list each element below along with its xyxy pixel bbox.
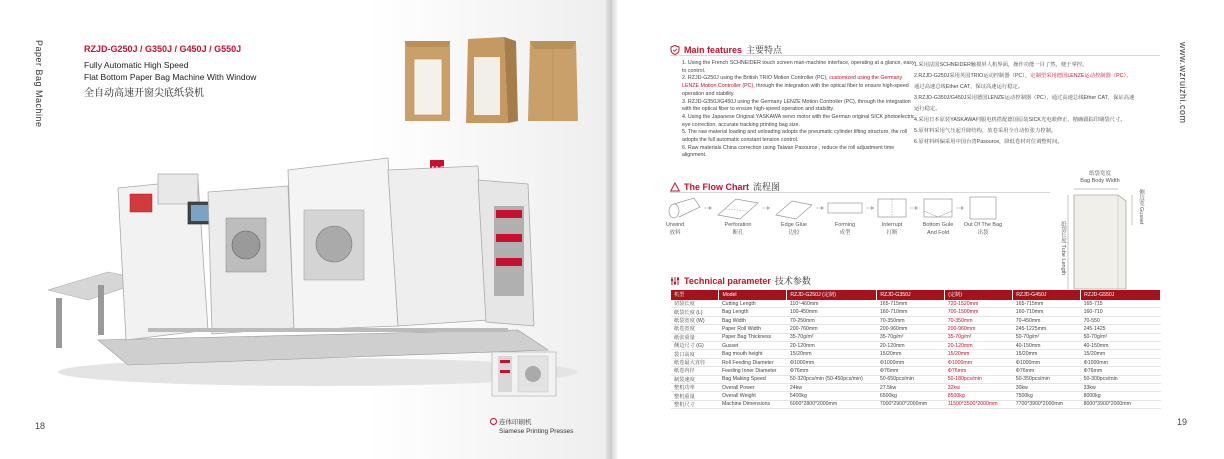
feature-item-en: 5. The raw material loading and unloading adopts the pneumatic cylinder lifting structure, the roll adopts the full automatic constant tension control. — [682, 129, 908, 144]
table-cell: 纸卷宽度 — [671, 325, 719, 333]
table-cell: Φ76mm — [1013, 367, 1081, 375]
forming-icon — [828, 203, 862, 213]
bag-outline-graphic — [1060, 185, 1140, 295]
table-row — [671, 325, 1161, 333]
main-features-heading: Main features 主要特点 — [670, 43, 782, 56]
features-list-en — [682, 60, 918, 160]
table-cell: Bag Length — [719, 308, 787, 316]
table-cell: 15/20mm — [945, 350, 1013, 358]
table-cell: 纸袋长度 (L) — [671, 308, 719, 316]
feature-item-en: 3. RZJD-G350J/G450J using the Germany LENZE Motion Controller (PC), through the integration with the optical fiber to ensure high-speed operation and stability. — [682, 98, 911, 113]
table-header-cell: RZJD-G350J — [877, 290, 945, 300]
table-cell: Feeding Inner Diameter — [719, 367, 787, 375]
feature-item-cn: 6.原材料纠偏采用中国台湾Pasource，降低卷材对位调整时间。 — [914, 139, 1063, 145]
table-cell: 15/20mm — [1013, 350, 1081, 358]
table-row — [671, 333, 1161, 341]
table-cell: 7700*3900*2000mm — [1013, 400, 1081, 408]
table-row — [671, 392, 1161, 400]
table-cell: Φ76mm — [945, 367, 1013, 375]
table-cell: 袋口高度 — [671, 350, 719, 358]
feature-item-en: 1. Using the French SCHNEIDER touch screen man-machine interface, operating at a glance, easy to control. — [682, 60, 915, 74]
table-cell: Overall Weight — [719, 392, 787, 400]
table-cell: 整机功率 — [671, 384, 719, 392]
table-cell: Overall Power — [719, 384, 787, 392]
table-cell: 160-710mm — [1013, 308, 1081, 316]
feature-item-cn: 通过高速总线Ether CAT，保证高速运行稳定。 — [914, 84, 1024, 90]
table-cell: Φ76mm — [877, 367, 945, 375]
features-list-cn — [914, 60, 1154, 148]
table-cell: 6500kg — [877, 392, 945, 400]
bag-dimension-diagram — [1060, 171, 1144, 291]
feature-item-cn: 1.采用法国SCHNEIDER触摸屏人机界面，操作功能一目了然，便于掌控。 — [914, 62, 1088, 68]
table-header-cell: 机型 — [671, 290, 719, 300]
window-bag-angled — [466, 37, 518, 123]
table-header-cell: RZJD-G450J — [1013, 290, 1081, 300]
table-cell: Φ76mm — [1081, 367, 1161, 375]
window-bag-front — [405, 41, 450, 121]
feature-item-cn: 2.RZJD-G250J采用英国TRIO运动控制器（PC），定制型采用德国LENZE运动控制器（PC）， — [914, 73, 1132, 79]
table-cell: 侧边尺寸 (G) — [671, 342, 719, 350]
table-cell: Φ76mm — [787, 367, 877, 375]
table-cell: 5400kg — [787, 392, 877, 400]
product-name-cn: 全自动高速开窗尖底纸袋机 — [84, 88, 204, 99]
table-row — [671, 400, 1161, 408]
table-cell: 纸卷最大直径 — [671, 358, 719, 366]
table-cell: 200-960mm — [877, 325, 945, 333]
table-cell: 110~460mm — [787, 300, 877, 308]
table-cell: 165-715mm — [877, 300, 945, 308]
table-cell: 制袋速度 — [671, 375, 719, 383]
table-cell: 20-120mm — [787, 342, 877, 350]
table-header-cell: RZJD-G250J (定制) — [787, 290, 877, 300]
table-row — [671, 308, 1161, 316]
table-cell: 165-715 — [1081, 300, 1161, 308]
table-cell: 160-710 — [1081, 308, 1161, 316]
flow-step-out-of-bag: Out Of The Bag 出袋 — [963, 222, 1003, 236]
table-header-cell: Model — [719, 290, 787, 300]
table-cell: 7500kg — [1013, 392, 1081, 400]
table-cell: Machine Dimensions — [719, 400, 787, 408]
unwind-roll-icon — [669, 198, 700, 218]
side-title-right: www.wzruizhi.com — [1178, 42, 1188, 124]
shield-icon — [670, 45, 680, 55]
tech-param-table — [671, 290, 1161, 409]
diagram-label-length: 纸袋长度 Tube Length — [1060, 221, 1066, 276]
table-cell: 70-550 — [1081, 316, 1161, 324]
table-cell: 15/20mm — [1081, 350, 1161, 358]
table-cell: Φ1000mm — [877, 358, 945, 366]
table-cell: 100-450mm — [787, 308, 877, 316]
table-cell: Bag Making Speed — [719, 375, 787, 383]
flow-chart-graphic — [666, 195, 1056, 221]
table-cell: 24kw — [787, 384, 877, 392]
product-name-en-line1: Fully Automatic High Speed — [84, 60, 189, 70]
table-cell: 15/20mm — [787, 350, 877, 358]
table-cell: 70-350mm — [877, 316, 945, 324]
table-cell: 70-450mm — [1013, 316, 1081, 324]
table-cell: 35-70g/m² — [877, 333, 945, 341]
flow-chart — [666, 195, 1056, 245]
page-number-right: 19 — [1177, 417, 1188, 427]
side-title-left: Paper Bag Machine — [34, 40, 44, 128]
table-cell: 200-960mm — [945, 325, 1013, 333]
page-fold — [606, 0, 618, 459]
table-cell: 50-180pcs/min — [945, 375, 1013, 383]
table-cell: 35-70g/m² — [945, 333, 1013, 341]
table-row — [671, 367, 1161, 375]
out-bag-icon — [970, 197, 996, 219]
table-cell: 30kw — [1013, 384, 1081, 392]
table-row — [671, 316, 1161, 324]
flow-step-bottom-glue: Bottom Gule And Fold — [922, 222, 954, 236]
table-cell: 70-250mm — [787, 316, 877, 324]
table-cell: 纸张重量 — [671, 333, 719, 341]
table-cell: Φ1000mm — [945, 358, 1013, 366]
table-cell: 700-1500mm — [945, 308, 1013, 316]
table-cell: 整机重量 — [671, 392, 719, 400]
table-cell: 切袋长度 — [671, 300, 719, 308]
feature-item-cn: 4.采用日本原装YASKAWA伺服电机搭配德国原装SICK光电眼修正，精确跟踪印刷袋尺寸。 — [914, 117, 1126, 123]
printing-press-caption: 连体印刷机 Siamese Printing Presses — [490, 418, 573, 436]
table-cell: Φ1000mm — [1013, 358, 1081, 366]
table-row — [671, 300, 1161, 308]
perforation-icon — [718, 199, 758, 219]
feature-item-cn: 5.原材料采用气压起升降结构，放卷采用全自动恒张力控制。 — [914, 128, 1057, 134]
table-cell: 8000kg — [1081, 392, 1161, 400]
tech-param-heading: Technical parameter 技术参数 — [670, 274, 811, 287]
table-cell: 40-150mm — [1081, 342, 1161, 350]
feature-item-en: 4. Using the Japanese Original YASKAWA servo motor with the German original SICK photoelectric eye correction, accurate tracking printing bag size. — [682, 113, 915, 128]
table-cell: 20-120mm — [877, 342, 945, 350]
table-cell: 50-300pcs/min — [1081, 375, 1161, 383]
table-cell: 40-150mm — [1013, 342, 1081, 350]
flow-chart-heading: The Flow Chart 流程图 — [670, 180, 780, 193]
flow-step-edge-glue: Edge Glue 边胶 — [781, 222, 807, 236]
plain-bag — [528, 41, 578, 121]
table-row — [671, 375, 1161, 383]
table-cell: 11500*3500*2000mm — [945, 400, 1013, 408]
table-cell: Roll Feeding Diameter — [719, 358, 787, 366]
table-cell: 200-760mm — [787, 325, 877, 333]
table-cell: 15/20mm — [877, 350, 945, 358]
product-name-en-line2: Flat Bottom Paper Bag Machine With Window — [84, 72, 257, 82]
feature-item-en: 2. RZJD-G250J using the British TRIO Motion Controller (PC), customized using the Germany LENZE Motion Controller (PC), through the integration with the optical fiber to ensure high-speed operation and stability. — [682, 75, 909, 97]
feature-item-cn: 运行稳定。 — [914, 106, 941, 112]
flow-chart-rule — [670, 192, 1050, 193]
table-row — [671, 384, 1161, 392]
table-header-cell: RZJD-G550J — [1081, 290, 1161, 300]
table-cell: Φ1000mm — [787, 358, 877, 366]
table-cell: 70-350mm — [945, 316, 1013, 324]
table-cell: 720-1520mm — [945, 300, 1013, 308]
table-row — [671, 358, 1161, 366]
table-cell: 整机尺寸 — [671, 400, 719, 408]
kraft-bag-images — [400, 35, 585, 125]
table-cell: 160-710mm — [877, 308, 945, 316]
bottom-fold-icon — [924, 199, 952, 217]
table-cell: 245-1225mm — [1013, 325, 1081, 333]
sliders-icon — [670, 276, 680, 286]
table-cell: 27.5kw — [877, 384, 945, 392]
table-cell: 50-70g/m² — [1013, 333, 1081, 341]
table-row — [671, 342, 1161, 350]
table-header-row — [671, 290, 1161, 300]
table-cell: Paper Roll Width — [719, 325, 787, 333]
interrupt-icon — [878, 199, 906, 217]
feature-item-cn: 3.RZJD-G350J/G450J采用德国LENZE运动控制器（PC），通过高速总线Ether CAT，保证高速 — [914, 95, 1135, 101]
table-cell: 纸卷内径 — [671, 367, 719, 375]
table-cell: 50-70g/m² — [1081, 333, 1161, 341]
table-cell: 50-320pcs/min (50-450pcs/min) — [787, 375, 877, 383]
flow-step-forming: Forming 成型 — [834, 222, 856, 236]
table-cell: Bag mouth height — [719, 350, 787, 358]
caption-circle-icon — [490, 418, 497, 425]
diagram-label-width: 纸袋宽度 Bag Body Width — [1080, 171, 1120, 184]
table-cell: 7000*2900*2000mm — [877, 400, 945, 408]
table-cell: 50-350pcs/min — [1013, 375, 1081, 383]
diagram-label-gusset: 侧边宽 Gusset — [1138, 189, 1144, 225]
edge-glue-icon — [776, 201, 812, 219]
table-row — [671, 350, 1161, 358]
table-cell: 20-120mm — [945, 342, 1013, 350]
page-number-left: 18 — [35, 421, 46, 431]
table-cell: 6000*2800*2000mm — [787, 400, 877, 408]
flow-step-interrupt: Interrupt 打断 — [881, 222, 903, 236]
table-cell: 33kw — [1081, 384, 1161, 392]
flow-step-perforation: Perforation 断孔 — [724, 222, 752, 236]
table-cell: 32kw — [945, 384, 1013, 392]
table-cell: Bag Width — [719, 316, 787, 324]
flow-step-unwind: Unwind 放料 — [665, 222, 685, 236]
table-cell: 8000*3900*2000mm — [1081, 400, 1161, 408]
feature-item-en: 6. Raw materials China correction using Taiwan Pasource , reduce the roll adjustment time alignment. — [682, 144, 895, 159]
table-cell: Φ1000mm — [1081, 358, 1161, 366]
table-cell: Cutting Length — [719, 300, 787, 308]
main-features-rule — [670, 55, 1160, 56]
table-cell: 纸袋宽度 (W) — [671, 316, 719, 324]
table-cell: 165-715mm — [1013, 300, 1081, 308]
table-cell: 8500kg — [945, 392, 1013, 400]
table-cell: Gusset — [719, 342, 787, 350]
table-header-cell: (定制) — [945, 290, 1013, 300]
table-cell: Paper Bag Thickness — [719, 333, 787, 341]
table-cell: 245-1425 — [1081, 325, 1161, 333]
table-cell: 50-650pcs/min — [877, 375, 945, 383]
printing-press-image — [488, 348, 560, 400]
model-title: RZJD-G250J / G350J / G450J / G550J — [84, 44, 242, 54]
flow-triangle-icon — [670, 182, 680, 192]
table-cell: 35-70g/m² — [787, 333, 877, 341]
